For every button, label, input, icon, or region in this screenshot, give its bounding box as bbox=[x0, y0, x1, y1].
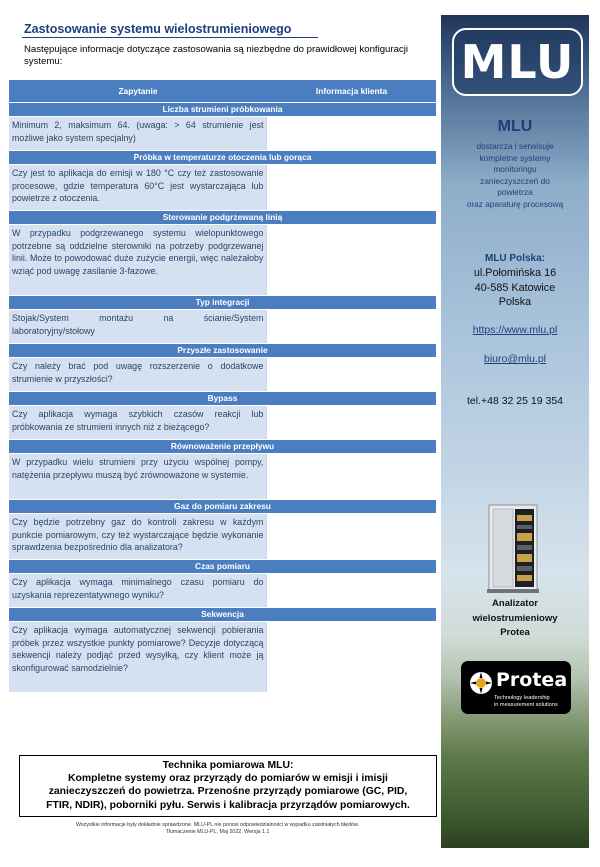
protea-slogan-line: in measurement solutions bbox=[494, 702, 558, 708]
website-link[interactable]: https://www.mlu.pl bbox=[472, 324, 558, 336]
mlu-logo: MLU bbox=[452, 28, 583, 96]
footer-disclaimer: Wszystkie informacje były dokładnie sprawdzone. MLU-PL nie ponosi odpowiedzialności w wypadku zaistniałych błędów. bbox=[75, 822, 360, 828]
customer-info-cell[interactable] bbox=[266, 225, 436, 295]
address bbox=[441, 266, 589, 310]
question-cell: W przypadku podgrzewanego systemu wielopunktowego potrzebne są oddzielne sterowniki na potrzeby podgrzewanej linii. Może to powodować duże zużycie energii, więc należałoby wziąć pod uwagę zasilanie 3-fazowe. bbox=[9, 225, 266, 295]
header-question: Zapytanie bbox=[118, 86, 158, 96]
question-cell: Czy aplikacja wymaga minimalnego czasu pomiaru do uzyskania reprezentatywnego wyniku? bbox=[9, 574, 266, 607]
section-header: Gaz do pomiaru zakresu bbox=[9, 499, 436, 513]
customer-info-cell[interactable] bbox=[266, 574, 436, 607]
table-row bbox=[9, 164, 436, 210]
analyzer-caption-line: wielostrumieniowy bbox=[472, 612, 558, 624]
question-cell: Czy będzie potrzebny gaz do kontroli zakresu w każdym punkcie pomiarowym, czy też wystarczające będzie wykonanie sprawdzenia bezpośrednio dla analizatora? bbox=[9, 514, 266, 559]
section-header: Próbka w temperaturze otoczenia lub gorąca bbox=[9, 150, 436, 164]
title-underline bbox=[22, 37, 318, 38]
section-header: Bypass bbox=[9, 391, 436, 405]
tagline-line: kompletne systemy bbox=[479, 152, 551, 163]
footer-translation-note: Tłumaczenie MLU-PL, Maj 2022. Wersja 1.1 bbox=[165, 829, 270, 835]
company-tagline bbox=[441, 141, 589, 211]
section-header: Typ integracji bbox=[9, 295, 436, 309]
tagline-line: monitoringu bbox=[493, 164, 537, 175]
question-cell: Stojak/System montażu na ścianie/System laboratoryjny/stołowy bbox=[9, 310, 266, 343]
question-cell: W przypadku wielu strumieni przy użyciu wspólnej pompy, natężenia przepływu muszą być zrównoważone w systemie. bbox=[9, 454, 266, 499]
analyzer-cabinet-image bbox=[471, 501, 559, 595]
intro-text: Następujące informacje dotyczące zastosowania są niezbędne do prawidłowej konfiguracji systemu: bbox=[24, 44, 408, 67]
protea-flower-icon bbox=[469, 671, 493, 695]
table-row bbox=[9, 224, 436, 295]
analyzer-caption-line: Protea bbox=[500, 627, 530, 638]
tagline-line: zanieczyszczeń do bbox=[480, 175, 550, 186]
customer-info-cell[interactable] bbox=[266, 310, 436, 343]
footer-box-line: Kompletne systemy oraz przyrządy do pomiarów w emisji i imisji bbox=[68, 773, 388, 785]
protea-logo bbox=[461, 661, 571, 714]
table-row bbox=[9, 621, 436, 692]
analyzer-caption-line: Analizator bbox=[492, 598, 538, 609]
table-row bbox=[9, 573, 436, 607]
customer-info-cell[interactable] bbox=[266, 454, 436, 499]
table-header bbox=[9, 80, 436, 102]
question-cell: Czy aplikacja wymaga automatycznej sekwencji pobierania próbek przez wszystkie punkty pomiarowe? Decyzje dotyczącą sekwencji należy podjąć przed wysyłką, czy klient może ją skonfigurować samodzielnie? bbox=[9, 622, 266, 692]
section-header: Przyszłe zastosowanie bbox=[9, 343, 436, 357]
address-line: ul.Połomińska 16 bbox=[473, 267, 557, 279]
address-line: 40-585 Katowice bbox=[474, 281, 556, 294]
section-header: Równoważenie przepływu bbox=[9, 439, 436, 453]
footer-summary-box bbox=[19, 755, 437, 817]
customer-info-cell[interactable] bbox=[266, 514, 436, 559]
analyzer-caption bbox=[441, 597, 589, 641]
poland-heading: MLU Polska: bbox=[484, 253, 545, 264]
tagline-line: oraz aparaturę procesową bbox=[466, 198, 564, 209]
page-title: Zastosowanie systemu wielostrumieniowego bbox=[24, 22, 292, 36]
footer-box-line: Technika pomiarowa MLU: bbox=[162, 760, 294, 771]
customer-info-cell[interactable] bbox=[266, 622, 436, 692]
customer-info-cell[interactable] bbox=[266, 165, 436, 210]
phone-number: tel.+48 32 25 19 354 bbox=[466, 395, 564, 407]
customer-info-cell[interactable] bbox=[266, 117, 436, 150]
protea-wordmark: Protea bbox=[496, 669, 568, 691]
section-header: Liczba strumieni próbkowania bbox=[9, 102, 436, 116]
table-row bbox=[9, 357, 436, 391]
customer-info-cell[interactable] bbox=[266, 406, 436, 439]
table-row bbox=[9, 453, 436, 499]
sidebar-panel bbox=[441, 15, 589, 848]
question-cell: Czy aplikacja wymaga szybkich czasów reakcji lub próbkowania ze strumieni innych niż z bieżącego? bbox=[9, 406, 266, 439]
header-customer-info: Informacja klienta bbox=[315, 86, 388, 96]
question-cell: Czy jest to aplikacja do emisji w 180 °C czy też zastosowanie procesowe, gdzie temperatura 60°C jest wystarczająca lub powietrze z otoczenia. bbox=[9, 165, 266, 210]
footer-box-line: FTIR, NDIR), poborniki pyłu. Serwis i kalibracja przyrządów pomiarowych. bbox=[46, 799, 410, 811]
address-line: Polska bbox=[498, 296, 532, 308]
table-row bbox=[9, 405, 436, 439]
email-link[interactable]: biuro@mlu.pl bbox=[483, 353, 546, 365]
section-header: Sekwencja bbox=[9, 607, 436, 621]
requirements-table bbox=[9, 80, 436, 692]
question-cell: Minimum 2, maksimum 64. (uwaga: > 64 strumienie jest możliwe jako system specjalny) bbox=[9, 117, 266, 150]
tagline-line: dostarcza i serwisuje bbox=[476, 141, 554, 151]
company-name: MLU bbox=[497, 118, 533, 135]
protea-slogan bbox=[494, 695, 558, 709]
protea-slogan-line: Technology leadership bbox=[494, 695, 550, 701]
customer-info-cell[interactable] bbox=[266, 358, 436, 391]
table-row bbox=[9, 513, 436, 559]
section-header: Sterowanie podgrzewaną linią bbox=[9, 210, 436, 224]
section-header: Czas pomiaru bbox=[9, 559, 436, 573]
tagline-line: powietrza bbox=[497, 187, 533, 198]
table-body bbox=[9, 102, 436, 692]
footer-box-line: zanieczyszczeń do powietrza. Przenośne przyrządy pomiarowe (GC, PID, bbox=[48, 786, 408, 798]
table-row bbox=[9, 309, 436, 343]
table-row bbox=[9, 116, 436, 150]
question-cell: Czy należy brać pod uwagę rozszerzenie o dodatkowe strumienie w przyszłości? bbox=[9, 358, 266, 391]
